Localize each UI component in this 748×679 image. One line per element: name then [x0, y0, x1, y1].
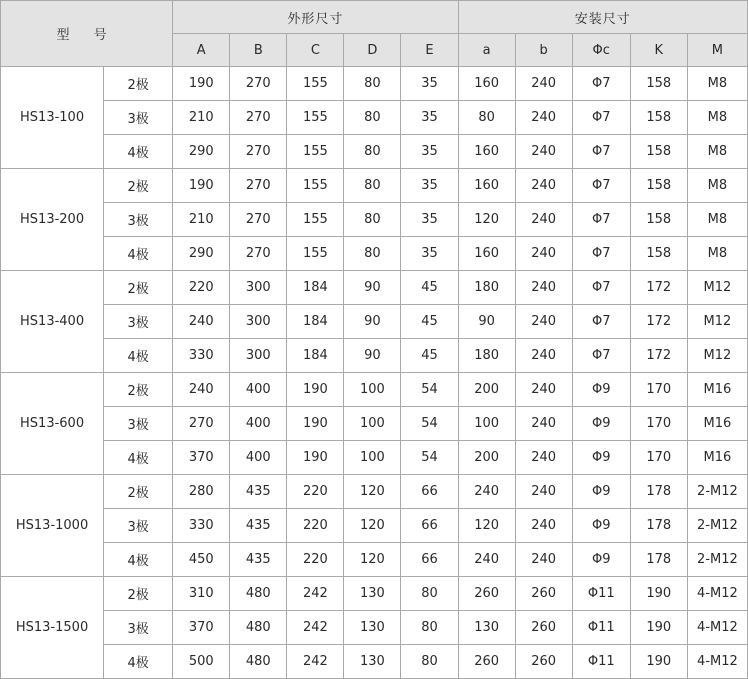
- model-name-cell: HS13-100: [1, 67, 104, 169]
- pole-count-cell: 2极: [104, 475, 173, 509]
- cell-b: 240: [515, 475, 572, 509]
- table-row: [1, 441, 748, 475]
- model-name-cell: HS13-400: [1, 271, 104, 373]
- cell-a: 240: [458, 475, 515, 509]
- cell-b: 240: [515, 441, 572, 475]
- cell-K: 190: [630, 577, 687, 611]
- cell-E: 54: [401, 373, 458, 407]
- column-header-K: K: [630, 34, 687, 67]
- cell-a: 90: [458, 305, 515, 339]
- cell-B: 270: [230, 169, 287, 203]
- pole-count-cell: 2极: [104, 577, 173, 611]
- cell-M: 2-M12: [687, 509, 747, 543]
- cell-a: 160: [458, 169, 515, 203]
- cell-C: 242: [287, 645, 344, 679]
- cell-A: 190: [173, 67, 230, 101]
- cell-a: 260: [458, 577, 515, 611]
- column-header-M: M: [687, 34, 747, 67]
- cell-a: 160: [458, 67, 515, 101]
- cell-D: 120: [344, 509, 401, 543]
- cell-K: 170: [630, 441, 687, 475]
- cell-M: M12: [687, 305, 747, 339]
- cell-M: M8: [687, 169, 747, 203]
- cell-K: 172: [630, 339, 687, 373]
- cell-C: 184: [287, 271, 344, 305]
- cell-a: 240: [458, 543, 515, 577]
- table-row: [1, 611, 748, 645]
- cell-B: 300: [230, 339, 287, 373]
- pole-count-cell: 2极: [104, 169, 173, 203]
- cell-b: 240: [515, 339, 572, 373]
- cell-A: 190: [173, 169, 230, 203]
- cell-D: 80: [344, 135, 401, 169]
- cell-K: 158: [630, 203, 687, 237]
- cell-a: 130: [458, 611, 515, 645]
- cell-K: 190: [630, 611, 687, 645]
- table-row: [1, 135, 748, 169]
- cell-E: 45: [401, 271, 458, 305]
- cell-C: 190: [287, 373, 344, 407]
- cell-C: 155: [287, 135, 344, 169]
- pole-count-cell: 3极: [104, 611, 173, 645]
- model-name-cell: HS13-1500: [1, 577, 104, 679]
- cell-M: M8: [687, 203, 747, 237]
- table-row: [1, 543, 748, 577]
- cell-E: 54: [401, 441, 458, 475]
- cell-c: Φ7: [572, 169, 630, 203]
- pole-count-cell: 3极: [104, 509, 173, 543]
- model-name-cell: HS13-600: [1, 373, 104, 475]
- pole-count-cell: 4极: [104, 543, 173, 577]
- cell-K: 178: [630, 543, 687, 577]
- cell-D: 120: [344, 475, 401, 509]
- cell-A: 370: [173, 441, 230, 475]
- cell-C: 184: [287, 339, 344, 373]
- cell-B: 480: [230, 577, 287, 611]
- cell-M: M8: [687, 67, 747, 101]
- cell-B: 400: [230, 441, 287, 475]
- cell-B: 435: [230, 543, 287, 577]
- cell-C: 184: [287, 305, 344, 339]
- table-body: [1, 67, 748, 679]
- cell-C: 155: [287, 237, 344, 271]
- cell-M: 4-M12: [687, 645, 747, 679]
- cell-K: 170: [630, 407, 687, 441]
- model-name-cell: HS13-1000: [1, 475, 104, 577]
- cell-C: 190: [287, 407, 344, 441]
- cell-a: 200: [458, 441, 515, 475]
- cell-B: 480: [230, 645, 287, 679]
- cell-D: 100: [344, 441, 401, 475]
- cell-M: M8: [687, 135, 747, 169]
- cell-C: 242: [287, 577, 344, 611]
- cell-E: 80: [401, 611, 458, 645]
- cell-D: 130: [344, 645, 401, 679]
- table-row: [1, 237, 748, 271]
- cell-E: 45: [401, 339, 458, 373]
- table-row: [1, 271, 748, 305]
- cell-A: 310: [173, 577, 230, 611]
- table-row: [1, 305, 748, 339]
- cell-D: 130: [344, 577, 401, 611]
- cell-E: 35: [401, 203, 458, 237]
- pole-count-cell: 3极: [104, 203, 173, 237]
- cell-K: 178: [630, 509, 687, 543]
- cell-c: Φ7: [572, 237, 630, 271]
- table-row: [1, 475, 748, 509]
- cell-A: 240: [173, 373, 230, 407]
- cell-b: 240: [515, 203, 572, 237]
- cell-K: 158: [630, 101, 687, 135]
- cell-C: 220: [287, 509, 344, 543]
- cell-E: 35: [401, 67, 458, 101]
- table-row: [1, 339, 748, 373]
- cell-A: 270: [173, 407, 230, 441]
- cell-C: 155: [287, 101, 344, 135]
- cell-B: 435: [230, 509, 287, 543]
- cell-A: 290: [173, 237, 230, 271]
- cell-b: 240: [515, 237, 572, 271]
- cell-A: 370: [173, 611, 230, 645]
- cell-E: 35: [401, 237, 458, 271]
- cell-E: 35: [401, 169, 458, 203]
- cell-c: Φ11: [572, 611, 630, 645]
- cell-c: Φ7: [572, 271, 630, 305]
- model-name-cell: HS13-200: [1, 169, 104, 271]
- cell-c: Φ7: [572, 339, 630, 373]
- cell-c: Φ7: [572, 101, 630, 135]
- cell-a: 100: [458, 407, 515, 441]
- table-row: [1, 407, 748, 441]
- cell-M: 4-M12: [687, 611, 747, 645]
- table-row: [1, 203, 748, 237]
- cell-C: 155: [287, 67, 344, 101]
- cell-c: Φ9: [572, 475, 630, 509]
- cell-a: 200: [458, 373, 515, 407]
- cell-c: Φ11: [572, 577, 630, 611]
- cell-a: 160: [458, 237, 515, 271]
- column-header-A: A: [173, 34, 230, 67]
- cell-D: 100: [344, 373, 401, 407]
- pole-count-cell: 3极: [104, 101, 173, 135]
- cell-a: 180: [458, 271, 515, 305]
- cell-b: 240: [515, 305, 572, 339]
- cell-B: 400: [230, 407, 287, 441]
- cell-A: 330: [173, 339, 230, 373]
- column-header-C: C: [287, 34, 344, 67]
- column-header-b: b: [515, 34, 572, 67]
- cell-D: 100: [344, 407, 401, 441]
- cell-C: 155: [287, 169, 344, 203]
- cell-E: 80: [401, 577, 458, 611]
- cell-c: Φ7: [572, 203, 630, 237]
- table-row: [1, 67, 748, 101]
- cell-c: Φ9: [572, 441, 630, 475]
- cell-b: 240: [515, 509, 572, 543]
- cell-b: 240: [515, 373, 572, 407]
- cell-c: Φ7: [572, 305, 630, 339]
- cell-B: 270: [230, 135, 287, 169]
- cell-A: 290: [173, 135, 230, 169]
- pole-count-cell: 4极: [104, 339, 173, 373]
- cell-M: M8: [687, 237, 747, 271]
- pole-count-cell: 3极: [104, 305, 173, 339]
- cell-b: 240: [515, 101, 572, 135]
- cell-A: 500: [173, 645, 230, 679]
- table-row: [1, 645, 748, 679]
- cell-B: 270: [230, 67, 287, 101]
- cell-D: 90: [344, 305, 401, 339]
- cell-B: 480: [230, 611, 287, 645]
- cell-D: 80: [344, 203, 401, 237]
- cell-a: 120: [458, 509, 515, 543]
- cell-A: 210: [173, 203, 230, 237]
- cell-a: 180: [458, 339, 515, 373]
- pole-count-cell: 4极: [104, 135, 173, 169]
- cell-b: 240: [515, 67, 572, 101]
- cell-B: 400: [230, 373, 287, 407]
- cell-C: 220: [287, 475, 344, 509]
- cell-D: 80: [344, 67, 401, 101]
- pole-count-cell: 3极: [104, 407, 173, 441]
- cell-B: 300: [230, 271, 287, 305]
- cell-c: Φ9: [572, 373, 630, 407]
- cell-a: 160: [458, 135, 515, 169]
- cell-D: 90: [344, 339, 401, 373]
- cell-b: 240: [515, 271, 572, 305]
- table-row: [1, 373, 748, 407]
- install-dimensions-header: 安装尺寸: [458, 1, 747, 34]
- cell-C: 220: [287, 543, 344, 577]
- cell-C: 242: [287, 611, 344, 645]
- pole-count-cell: 4极: [104, 441, 173, 475]
- cell-c: Φ7: [572, 67, 630, 101]
- cell-D: 130: [344, 611, 401, 645]
- cell-E: 45: [401, 305, 458, 339]
- table-row: [1, 169, 748, 203]
- cell-M: M16: [687, 407, 747, 441]
- table-row: [1, 509, 748, 543]
- cell-A: 450: [173, 543, 230, 577]
- cell-C: 190: [287, 441, 344, 475]
- cell-E: 35: [401, 101, 458, 135]
- cell-b: 240: [515, 543, 572, 577]
- cell-M: M12: [687, 271, 747, 305]
- column-header-E: E: [401, 34, 458, 67]
- cell-a: 260: [458, 645, 515, 679]
- cell-K: 172: [630, 305, 687, 339]
- cell-K: 158: [630, 169, 687, 203]
- cell-c: Φ9: [572, 407, 630, 441]
- cell-B: 270: [230, 101, 287, 135]
- cell-D: 120: [344, 543, 401, 577]
- cell-D: 80: [344, 101, 401, 135]
- cell-c: Φ9: [572, 543, 630, 577]
- cell-K: 158: [630, 67, 687, 101]
- pole-count-cell: 4极: [104, 237, 173, 271]
- cell-a: 120: [458, 203, 515, 237]
- cell-K: 172: [630, 271, 687, 305]
- cell-K: 190: [630, 645, 687, 679]
- cell-A: 280: [173, 475, 230, 509]
- column-header-phi-c: Φc: [572, 34, 630, 67]
- cell-M: M12: [687, 339, 747, 373]
- cell-M: 2-M12: [687, 543, 747, 577]
- pole-count-cell: 2极: [104, 373, 173, 407]
- cell-K: 158: [630, 237, 687, 271]
- cell-B: 435: [230, 475, 287, 509]
- cell-D: 90: [344, 271, 401, 305]
- cell-c: Φ11: [572, 645, 630, 679]
- table-row: [1, 577, 748, 611]
- cell-c: Φ7: [572, 135, 630, 169]
- cell-b: 240: [515, 135, 572, 169]
- cell-E: 35: [401, 135, 458, 169]
- cell-K: 170: [630, 373, 687, 407]
- cell-b: 260: [515, 577, 572, 611]
- cell-E: 54: [401, 407, 458, 441]
- cell-C: 155: [287, 203, 344, 237]
- outer-dimensions-header: 外形尺寸: [173, 1, 458, 34]
- cell-c: Φ9: [572, 509, 630, 543]
- table-row: [1, 101, 748, 135]
- cell-M: 2-M12: [687, 475, 747, 509]
- cell-b: 260: [515, 611, 572, 645]
- cell-D: 80: [344, 169, 401, 203]
- cell-B: 270: [230, 203, 287, 237]
- cell-E: 80: [401, 645, 458, 679]
- cell-B: 300: [230, 305, 287, 339]
- cell-b: 240: [515, 407, 572, 441]
- cell-b: 260: [515, 645, 572, 679]
- column-header-B: B: [230, 34, 287, 67]
- cell-E: 66: [401, 509, 458, 543]
- cell-E: 66: [401, 543, 458, 577]
- cell-A: 210: [173, 101, 230, 135]
- cell-A: 330: [173, 509, 230, 543]
- cell-K: 158: [630, 135, 687, 169]
- cell-a: 80: [458, 101, 515, 135]
- cell-A: 220: [173, 271, 230, 305]
- column-header-a: a: [458, 34, 515, 67]
- model-header: 型 号: [1, 1, 173, 67]
- header-row-groups: [1, 1, 748, 34]
- cell-A: 240: [173, 305, 230, 339]
- cell-b: 240: [515, 169, 572, 203]
- cell-K: 178: [630, 475, 687, 509]
- pole-count-cell: 2极: [104, 271, 173, 305]
- pole-count-cell: 2极: [104, 67, 173, 101]
- cell-M: 4-M12: [687, 577, 747, 611]
- cell-M: M8: [687, 101, 747, 135]
- cell-B: 270: [230, 237, 287, 271]
- cell-E: 66: [401, 475, 458, 509]
- pole-count-cell: 4极: [104, 645, 173, 679]
- cell-D: 80: [344, 237, 401, 271]
- cell-M: M16: [687, 373, 747, 407]
- column-header-D: D: [344, 34, 401, 67]
- cell-M: M16: [687, 441, 747, 475]
